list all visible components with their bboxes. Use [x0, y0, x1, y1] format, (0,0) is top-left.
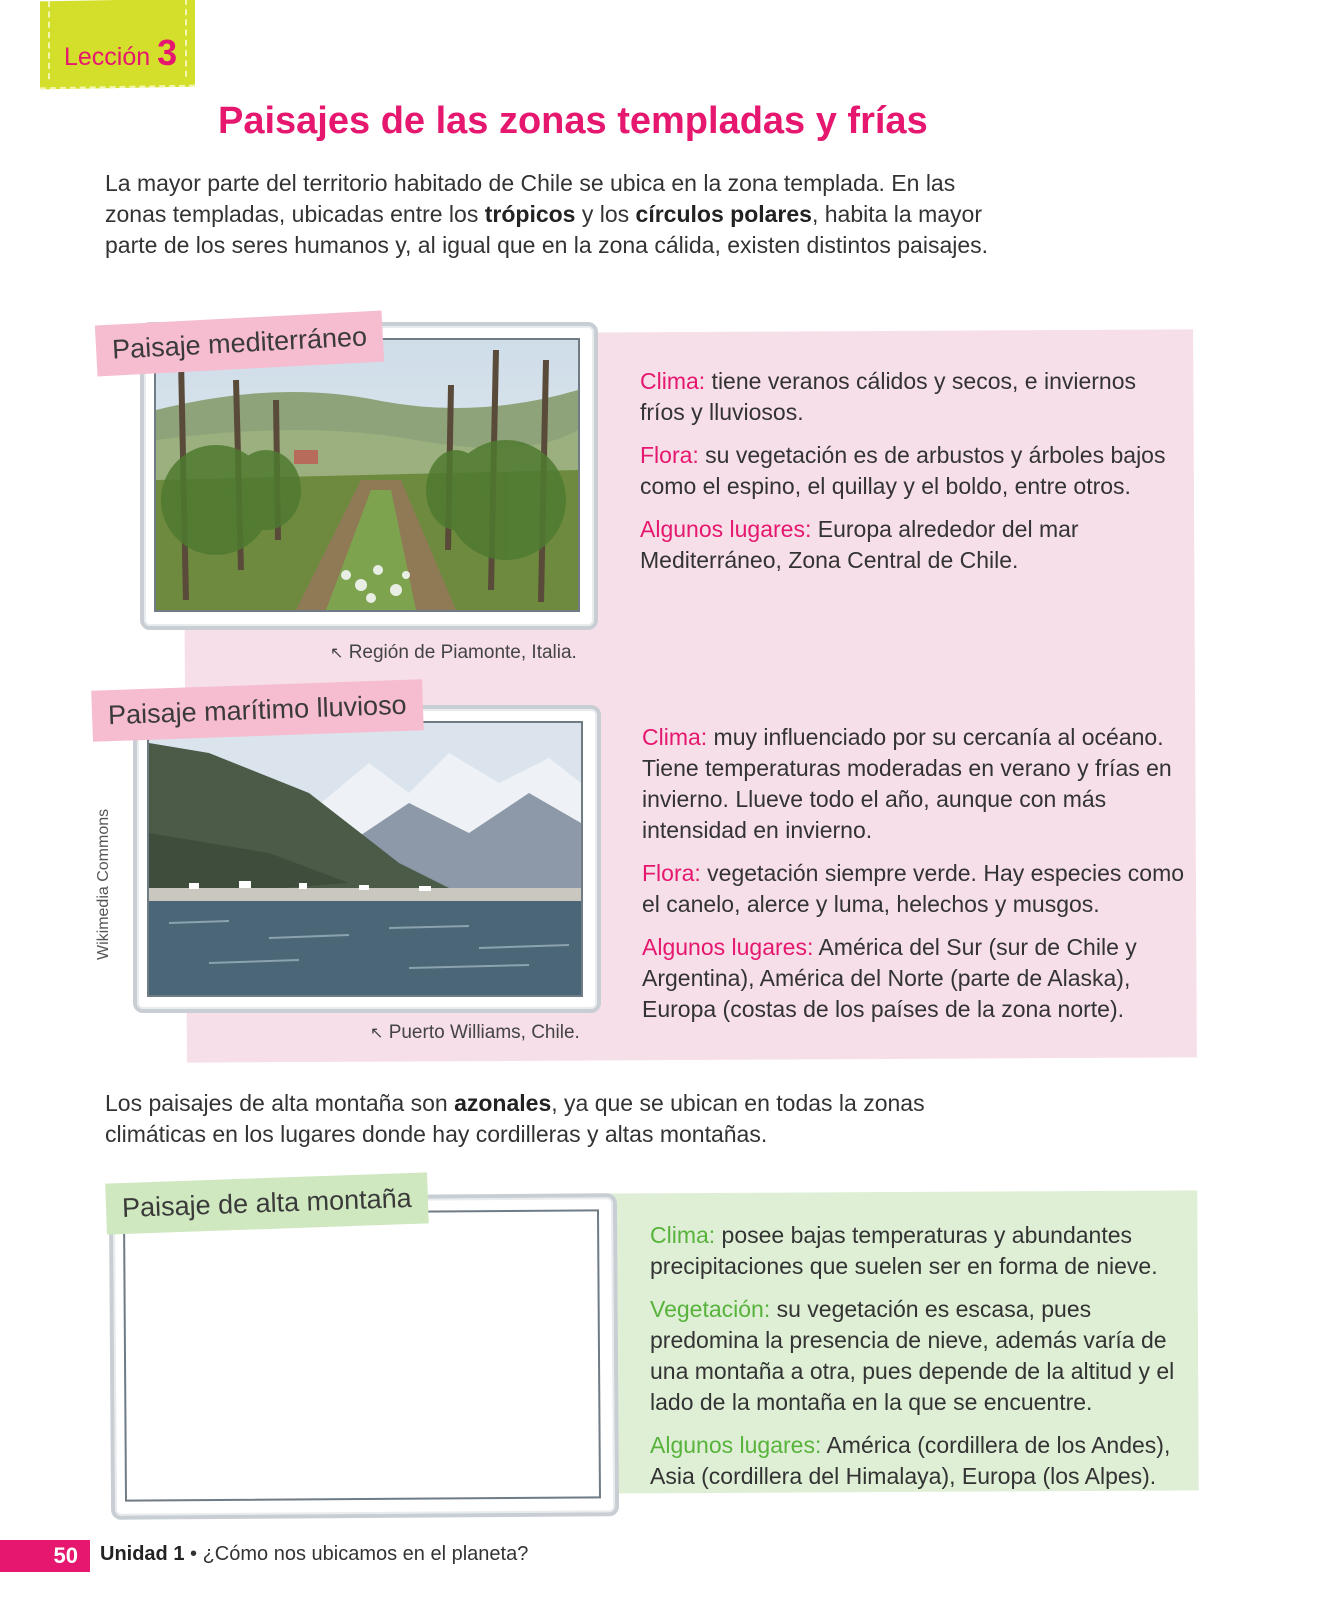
- page-title: Paisajes de las zonas templadas y frías: [218, 100, 928, 142]
- mountain-photo-frame: [109, 1193, 619, 1520]
- tag-paisaje-maritimo-lluvioso: Paisaje marítimo lluvioso: [91, 679, 423, 742]
- arrow-up-left-icon: ↖: [370, 1025, 384, 1042]
- maritime-photo: [147, 721, 583, 997]
- intro-paragraph: La mayor parte del territorio habitado de Chile se ubica en la zona templada. En las zonas templadas, ubicadas entre los trópicos y los círculos polares, habita la mayor parte de los seres humanos y, al igual que en la zona cálida, existen distintos paisajes.: [105, 170, 989, 258]
- azonal-paragraph: Los paisajes de alta montaña son azonales, ya que se ubican en todas la zonas climáticas en los lugares donde hay cordilleras y altas montañas.: [105, 1090, 925, 1147]
- footer-unit: Unidad 1 • ¿Cómo nos ubicamos en el planeta?: [100, 1543, 529, 1565]
- page-number: 50: [0, 1540, 90, 1572]
- photo-credit: Wikimedia Commons: [95, 808, 112, 960]
- lesson-label: Lección 3: [64, 32, 178, 73]
- caption-puerto-williams: ↖ Puerto Williams, Chile.: [370, 1022, 580, 1043]
- vineyard-image: [156, 340, 578, 610]
- tag-paisaje-alta-montana: Paisaje de alta montaña: [105, 1172, 428, 1234]
- tag-paisaje-mediterraneo: Paisaje mediterráneo: [95, 311, 384, 377]
- puerto-williams-image: [149, 723, 581, 995]
- mediterranean-info: Clima: tiene veranos cálidos y secos, e inviernos fríos y lluviosos. Flora: su vegetación es de arbustos y árboles bajos como el espino, el quillay y el boldo, entre otros. Algunos lugares: Europa alrededor del mar Mediterráneo, Zona Central de Chile.: [640, 368, 1166, 573]
- mediterranean-photo: [154, 338, 580, 612]
- maritime-info: Clima: muy influenciado por su cercanía al océano. Tiene temperaturas moderadas en verano y frías en invierno. Llueve todo el año, aunque con más intensidad en invierno. Flora: vegetación siempre verde. Hay especies como el canelo, alerce y luma, helechos y musgos. Algunos lugares: América del Sur (sur de Chile y Argentina), América del Norte (parte de Alaska), Europa (costas de los países de la zona norte).: [642, 724, 1185, 1022]
- lesson-number: 3: [157, 32, 178, 73]
- mountain-info: Clima: posee bajas temperaturas y abundantes precipitaciones que suelen ser en forma de nieve. Vegetación: su vegetación es escasa, pues predomina la presencia de nieve, además varía de una montaña a otra, pues depende de la altitud y el lado de la montaña en la que se encuentre. Algunos lugares: América (cordillera de los Andes), Asia (cordillera del Himalaya), Europa (los Alpes).: [650, 1222, 1175, 1489]
- mountain-photo-placeholder: [123, 1209, 601, 1501]
- maritime-photo-frame: [133, 705, 601, 1013]
- caption-piamonte: ↖ Región de Piamonte, Italia.: [330, 642, 577, 663]
- arrow-up-left-icon: ↖: [330, 645, 344, 662]
